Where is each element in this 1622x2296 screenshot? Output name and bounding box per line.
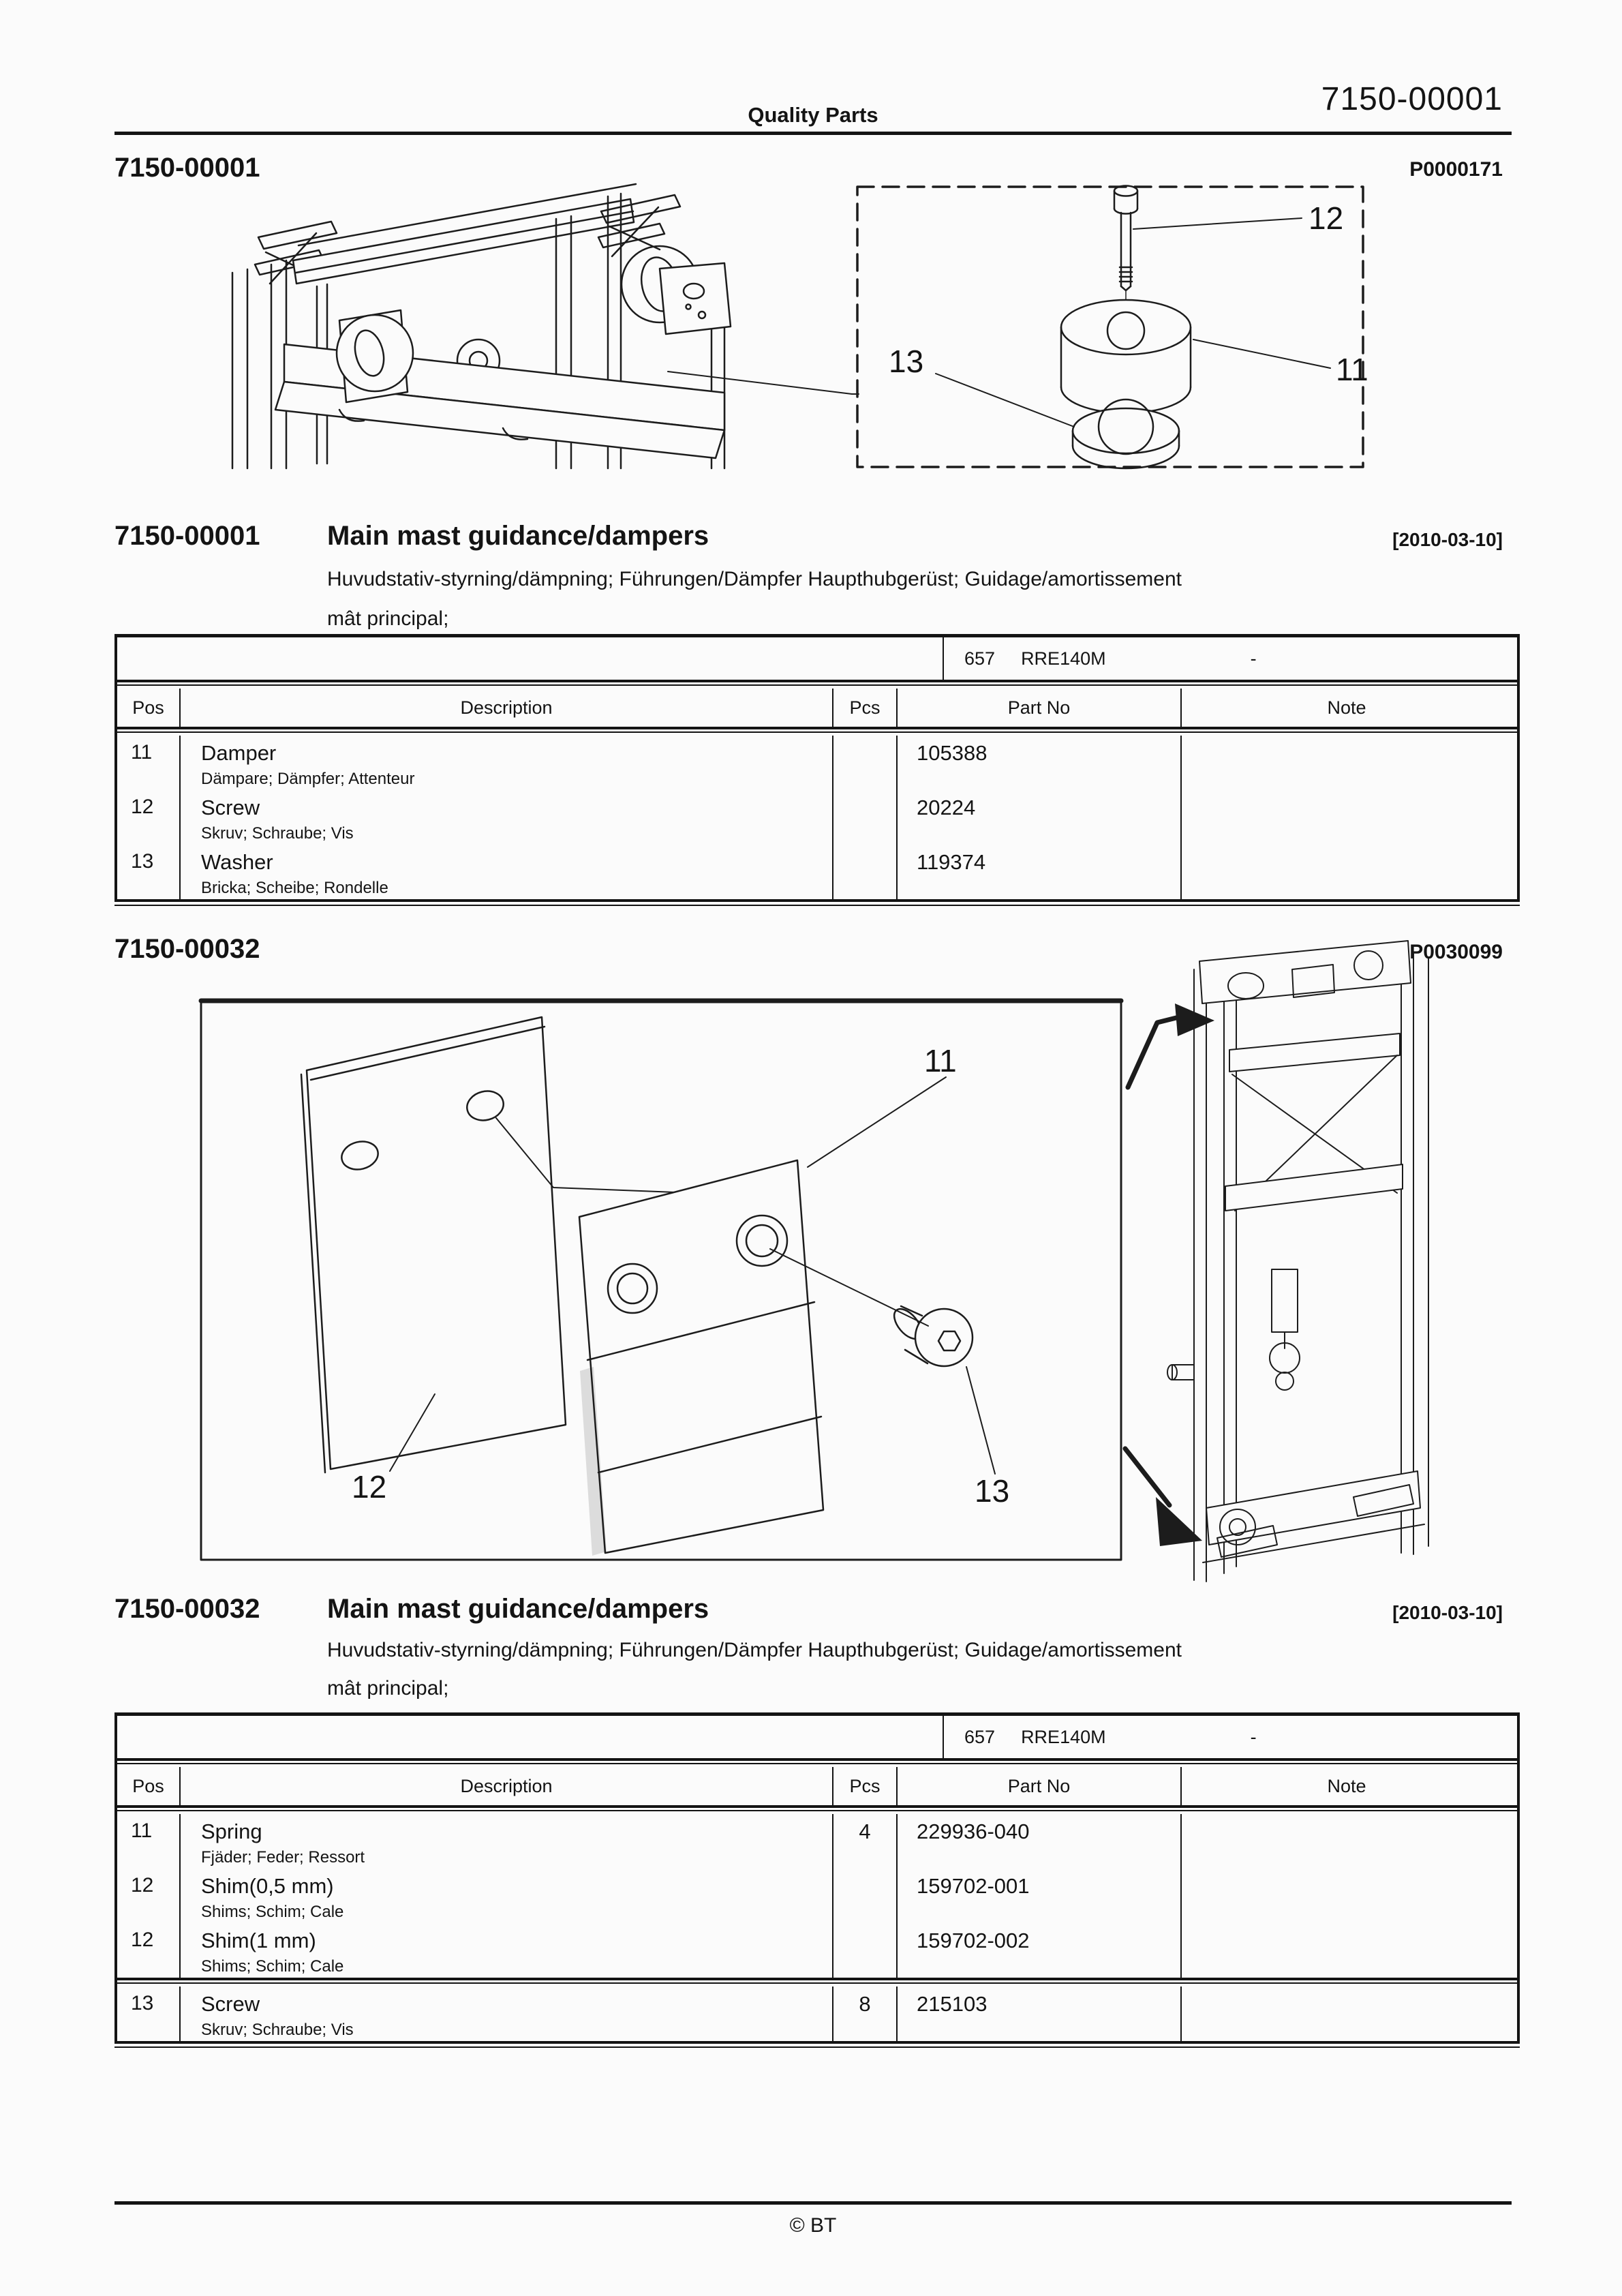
leader-pos11 [1193, 339, 1330, 368]
page-header-title: Quality Parts [748, 103, 878, 127]
col-header-part-no: Part No [898, 689, 1182, 727]
figure1-label-11: 11 [1336, 352, 1368, 387]
part-translations: Shims; Schim; Cale [201, 1957, 344, 1976]
cell-note [1182, 1923, 1512, 1978]
part-name: Damper [201, 741, 277, 765]
cell-pos: 13 [117, 845, 181, 899]
damper-pad-drawing [579, 1160, 823, 1556]
part-name: Screw [201, 796, 260, 819]
cell-note [1182, 1814, 1512, 1869]
table-row [117, 1987, 1517, 2041]
leader-pos11 [808, 1077, 946, 1167]
cell-note [1182, 736, 1512, 790]
section2-code: 7150-00032 [114, 934, 260, 964]
cell-description [181, 1814, 833, 1869]
mast-carriage-drawing [232, 184, 859, 468]
section1-subtitle-line2: mât principal; [327, 607, 449, 630]
cell-description [181, 736, 833, 790]
figure1-mast-and-exploded-view [114, 82, 1390, 508]
figure1-label-12: 12 [1309, 200, 1344, 236]
cell-pcs [833, 845, 898, 899]
cell-description [181, 1869, 833, 1923]
section1-subtitle-line1: Huvudstativ-styrning/dämpning; Führungen/Dämpfer Haupthubgerüst; Guidage/amortissement [327, 568, 1182, 590]
part-translations: Shims; Schim; Cale [201, 1903, 344, 1921]
band-separator [117, 680, 1517, 689]
cell-note [1182, 1987, 1512, 2041]
header-separator [117, 1805, 1517, 1814]
part-name: Shim(1 mm) [201, 1929, 316, 1952]
section1-date: [2010-03-10] [1392, 529, 1503, 550]
part-translations: Dämpare; Dämpfer; Attenteur [201, 770, 415, 788]
part-translations: Fjäder; Feder; Ressort [201, 1848, 365, 1867]
cell-part-no: 229936-040 [898, 1814, 1182, 1869]
cell-pos: 12 [117, 1869, 181, 1923]
header-separator [117, 727, 1517, 736]
col-header-pos: Pos [117, 1767, 181, 1805]
part-translations: Bricka; Scheibe; Rondelle [201, 879, 388, 897]
model-band-cell [944, 1716, 1517, 1758]
section1-figure-ref: P0000171 [1409, 158, 1503, 181]
leader-pos13 [936, 374, 1074, 427]
leader-pos13 [966, 1367, 995, 1474]
figure2-label-12: 12 [352, 1469, 387, 1505]
page-header-document-number: 7150-00001 [1321, 81, 1503, 117]
col-header-note: Note [1327, 1775, 1366, 1796]
col-header-pcs: Pcs [833, 689, 898, 727]
figure2-shims-and-mast [114, 934, 1514, 1595]
part-translations: Skruv; Schraube; Vis [201, 824, 354, 843]
model-band-empty-cell [117, 637, 944, 680]
section1-title-code: 7150-00001 [114, 521, 260, 551]
model-code: 657 [964, 648, 996, 669]
cell-description [181, 1987, 833, 2041]
section1-code: 7150-00001 [114, 153, 260, 183]
cell-description [181, 1923, 833, 1978]
figure2-label-13: 13 [975, 1473, 1010, 1509]
col-header-description: Description [181, 1767, 833, 1805]
table1-header-row [117, 689, 1517, 727]
cell-pcs [833, 736, 898, 790]
cell-part-no: 159702-002 [898, 1923, 1182, 1978]
part-name: Spring [201, 1819, 262, 1843]
table-row [117, 790, 1517, 845]
model-name: RRE140M [1021, 648, 1106, 669]
section2-title: Main mast guidance/dampers [327, 1594, 709, 1624]
mast-mini-drawing [1167, 941, 1428, 1582]
cell-note [1182, 790, 1512, 845]
cell-part-no: 215103 [898, 1987, 1182, 2041]
model-band [117, 637, 1517, 680]
model-dash: - [1250, 648, 1257, 669]
part-name: Shim(0,5 mm) [201, 1874, 334, 1898]
washer-drawing [1073, 399, 1179, 468]
part-name: Washer [201, 850, 273, 874]
cell-pcs [833, 1869, 898, 1923]
cell-pcs: 4 [833, 1814, 898, 1869]
section1-title: Main mast guidance/dampers [327, 521, 709, 551]
footer-copyright: © BT [789, 2214, 837, 2237]
section2-figure-ref: P0030099 [1409, 941, 1503, 963]
cell-pos: 13 [117, 1987, 181, 2041]
shim-plate-drawing [301, 1017, 566, 1472]
band-separator [117, 1758, 1517, 1767]
table-row [117, 1923, 1517, 1978]
table-row [117, 1814, 1517, 1869]
cell-note [1182, 1869, 1512, 1923]
col-header-part-no: Part No [898, 1767, 1182, 1805]
footer-rule [114, 2201, 1512, 2205]
section2-subtitle-line1: Huvudstativ-styrning/dämpning; Führungen/Dämpfer Haupthubgerüst; Guidage/amortissement [327, 1639, 1182, 1661]
cell-pcs [833, 1923, 898, 1978]
cell-part-no: 20224 [898, 790, 1182, 845]
cell-pos: 11 [117, 736, 181, 790]
part-name: Screw [201, 1992, 260, 2016]
figure2-label-11: 11 [924, 1043, 957, 1078]
col-header-note: Note [1327, 697, 1366, 718]
cell-pos: 11 [117, 1814, 181, 1869]
table-row [117, 845, 1517, 899]
section2-subtitle-line2: mât principal; [327, 1677, 449, 1700]
table-row [117, 1869, 1517, 1923]
parts-table-2 [114, 1712, 1520, 2044]
cell-pcs: 8 [833, 1987, 898, 2041]
cell-part-no: 119374 [898, 845, 1182, 899]
left-pulley [337, 315, 413, 391]
cell-pos: 12 [117, 1923, 181, 1978]
cell-description [181, 845, 833, 899]
leader-pos12 [1133, 218, 1302, 229]
parts-table-1 [114, 634, 1520, 902]
table-row [117, 736, 1517, 790]
section2-title-code: 7150-00032 [114, 1594, 260, 1624]
cell-note [1182, 845, 1512, 899]
model-name: RRE140M [1021, 1726, 1106, 1747]
arrow-icon [1156, 1497, 1202, 1546]
model-band [117, 1716, 1517, 1758]
part-translations: Skruv; Schraube; Vis [201, 2021, 354, 2039]
exploded-view-box [857, 186, 1363, 469]
section2-date: [2010-03-10] [1392, 1602, 1503, 1623]
damper-drawing [1061, 300, 1191, 421]
screw-drawing [1114, 186, 1137, 313]
cell-part-no: 159702-001 [898, 1869, 1182, 1923]
group-separator [117, 1978, 1517, 1987]
cell-pcs [833, 790, 898, 845]
col-header-description: Description [181, 689, 833, 727]
model-band-empty-cell [117, 1716, 944, 1758]
model-code: 657 [964, 1726, 996, 1747]
col-header-pos: Pos [117, 689, 181, 727]
cell-part-no: 105388 [898, 736, 1182, 790]
model-dash: - [1250, 1726, 1257, 1747]
location-arrows [1125, 1003, 1214, 1546]
cell-description [181, 790, 833, 845]
col-header-pcs: Pcs [833, 1767, 898, 1805]
table2-header-row [117, 1767, 1517, 1805]
figure1-label-13: 13 [889, 344, 924, 379]
cell-pos: 12 [117, 790, 181, 845]
model-band-cell [944, 637, 1517, 680]
